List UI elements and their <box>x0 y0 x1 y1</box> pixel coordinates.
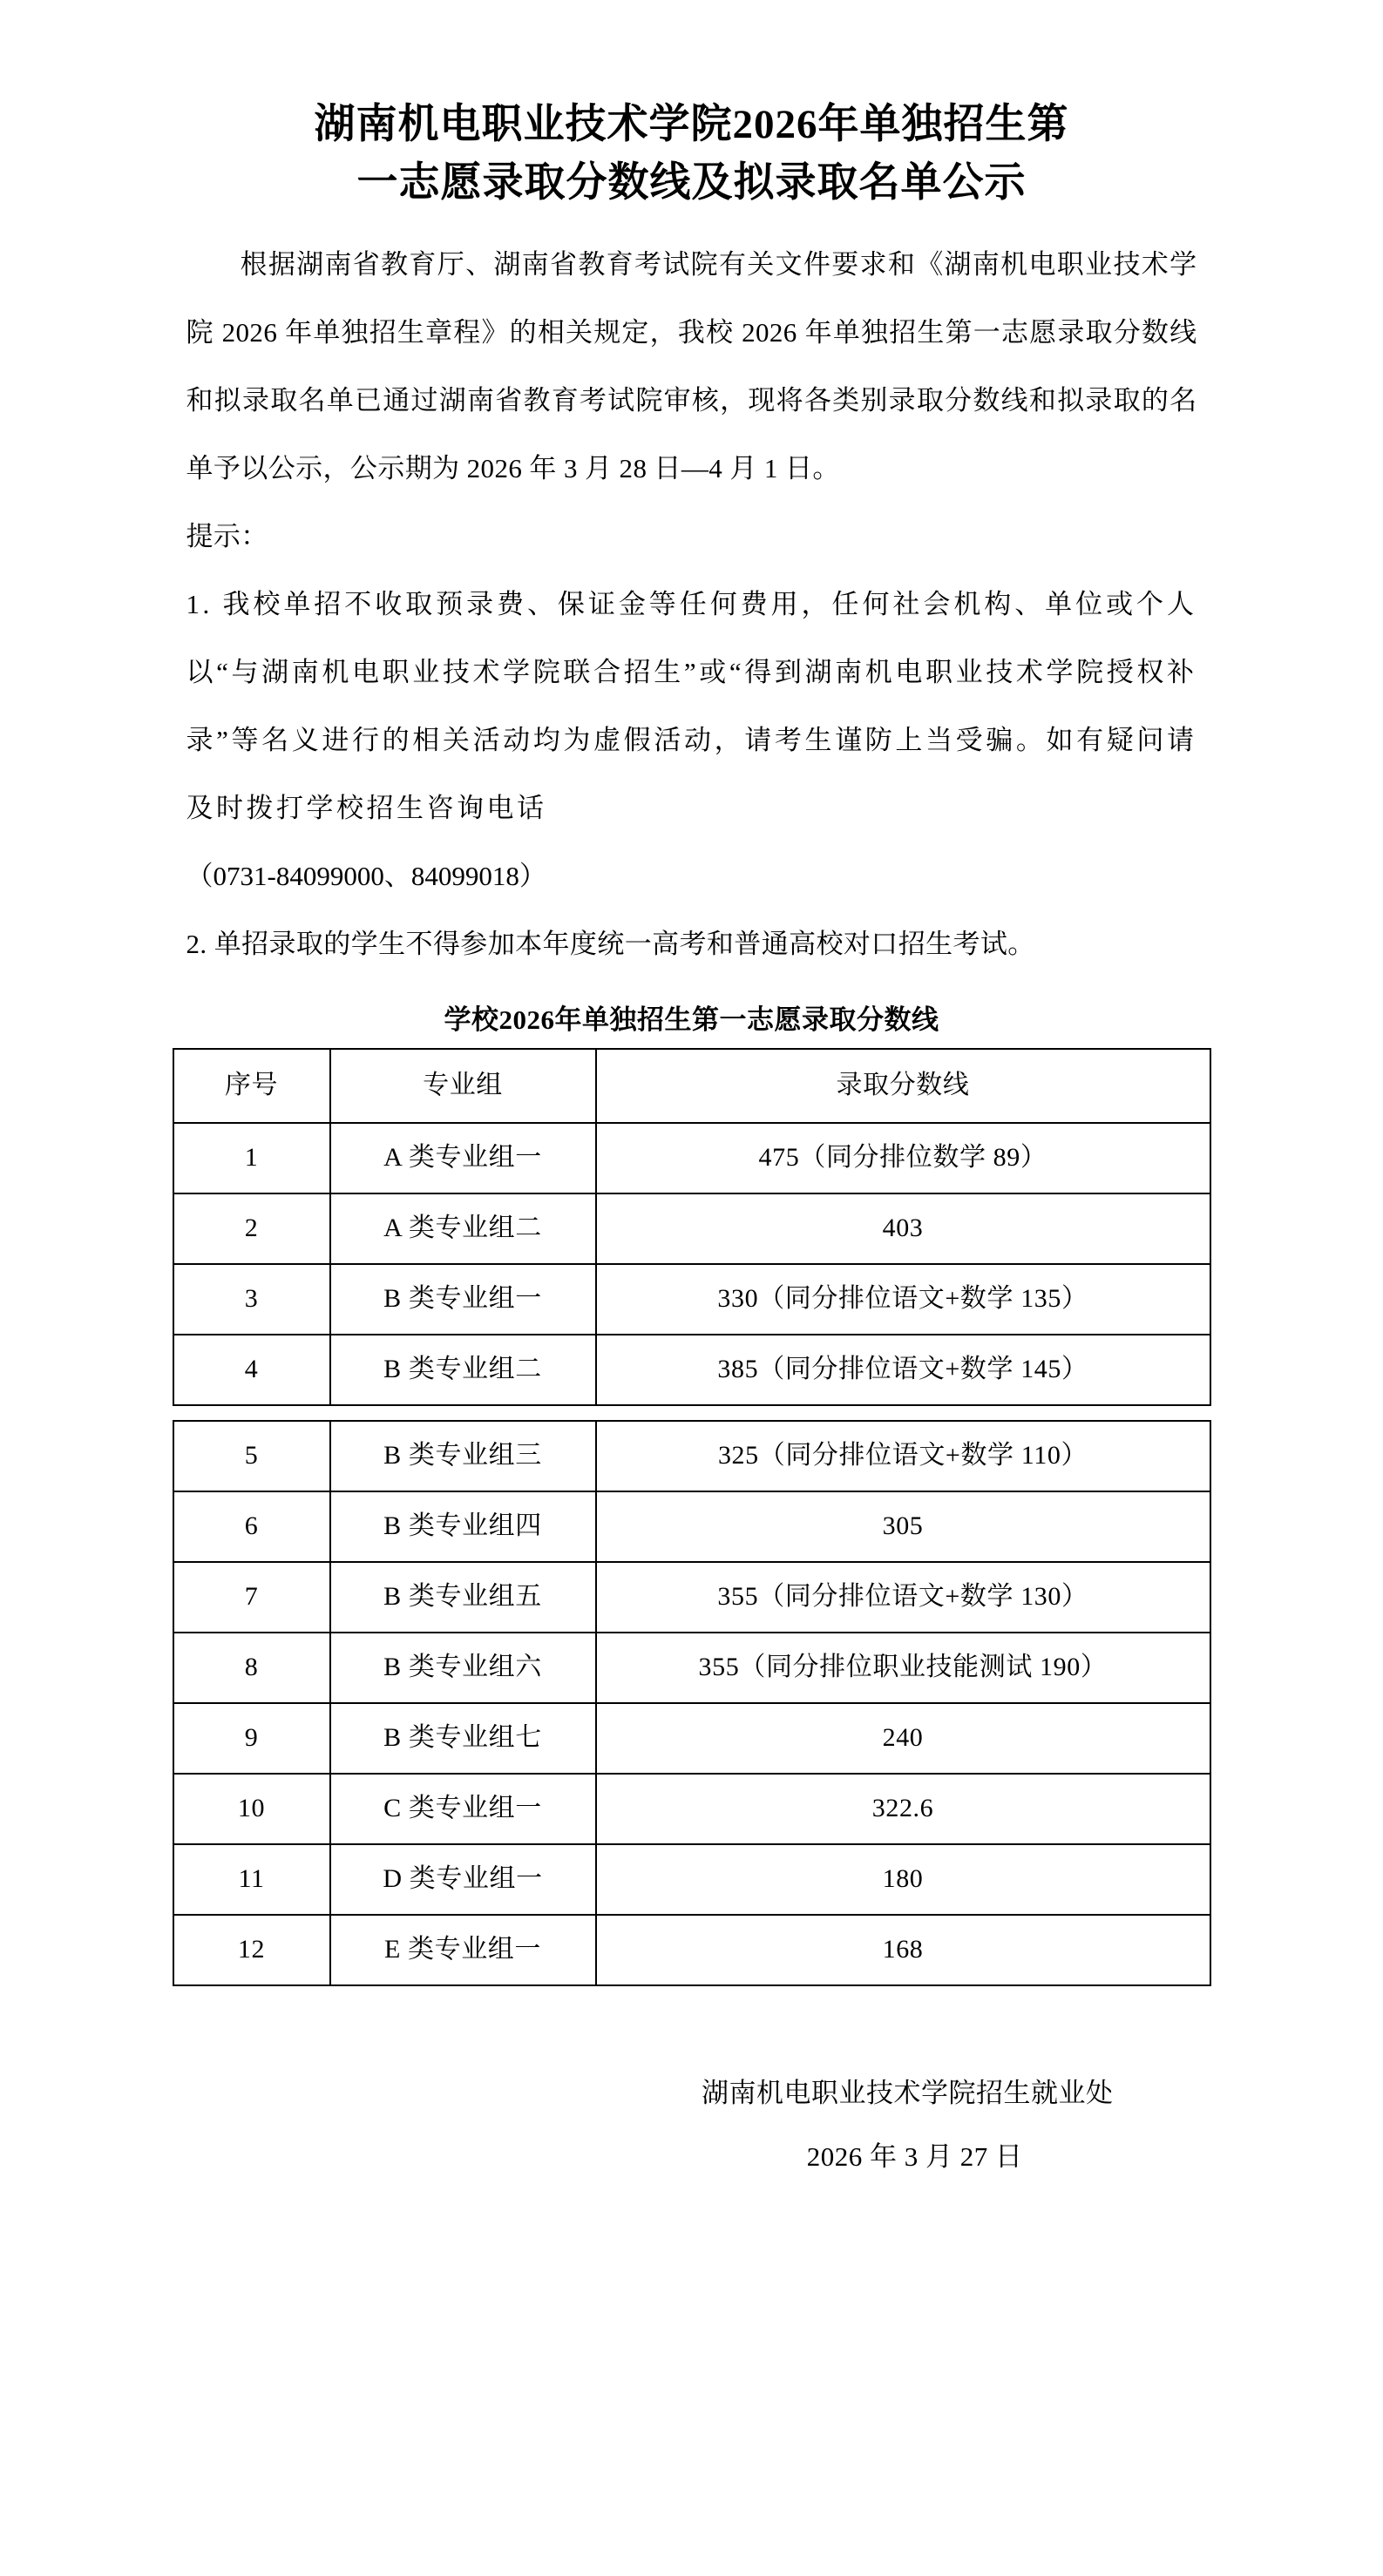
paragraph-tip-1: 1. 我校单招不收取预录费、保证金等任何费用，任何社会机构、单位或个人以“与湖南机电职业技术学院联合招生”或“得到湖南机电职业技术学院授权补录”等名义进行的相关活动均为虚假活动，请考生谨防上当受骗。如有疑问请及时拨打学校招生咨询电话 <box>186 589 1197 824</box>
cell-no: 4 <box>173 1335 330 1405</box>
table-row <box>173 1562 1210 1633</box>
cell-no: 1 <box>173 1123 330 1193</box>
score-table-caption: 学校2026年单独招生第一志愿录取分数线 <box>444 1004 939 1036</box>
cell-no: 5 <box>173 1421 330 1491</box>
table-row <box>173 1633 1210 1703</box>
cell-group: B 类专业组六 <box>330 1633 596 1703</box>
body-text <box>186 212 1197 978</box>
table-row <box>173 1123 1210 1193</box>
table-row <box>173 1915 1210 1985</box>
cell-score: 475（同分排位数学 89） <box>596 1123 1210 1193</box>
document-footer <box>186 1986 1197 2188</box>
cell-no: 9 <box>173 1703 330 1774</box>
paragraph-intro: 根据湖南省教育厅、湖南省教育考试院有关文件要求和《湖南机电职业技术学院 2026 年单独招生章程》的相关规定，我校 2026 年单独招生第一志愿录取分数线和拟录取名单已通过湖南省教育考试院审核，现将各类别录取分数线和拟录取的名单予以公示，公示期为 2026 年 3 月 28 日—4 月 1 日。 <box>186 249 1197 484</box>
cell-no: 10 <box>173 1774 330 1844</box>
score-table-body-part-2 <box>173 1421 1210 1985</box>
cell-no: 8 <box>173 1633 330 1703</box>
paragraph-tips-label: 提示： <box>186 521 268 552</box>
title-line-2: 一志愿录取分数线及拟录取名单公示 <box>356 159 1027 206</box>
cell-score: 385（同分排位语文+数学 145） <box>596 1335 1210 1405</box>
cell-group: B 类专业组四 <box>330 1491 596 1562</box>
cell-score: 355（同分排位语文+数学 130） <box>596 1562 1210 1633</box>
cell-score: 330（同分排位语文+数学 135） <box>596 1264 1210 1335</box>
cell-group: B 类专业组五 <box>330 1562 596 1633</box>
table-row <box>173 1703 1210 1774</box>
cell-score: 305 <box>596 1491 1210 1562</box>
cell-group: A 类专业组一 <box>330 1123 596 1193</box>
cell-group: B 类专业组二 <box>330 1335 596 1405</box>
cell-no: 2 <box>173 1193 330 1264</box>
footer-date: 2026 年 3 月 27 日 <box>806 2140 1023 2172</box>
page-title <box>0 0 1383 212</box>
cell-no: 7 <box>173 1562 330 1633</box>
score-table-head <box>173 1049 1210 1123</box>
column-header-no: 序号 <box>173 1049 330 1123</box>
column-header-group: 专业组 <box>330 1049 596 1123</box>
footer-signature: 湖南机电职业技术学院招生就业处 <box>702 2077 1114 2108</box>
column-header-score: 录取分数线 <box>596 1049 1210 1123</box>
cell-group: A 类专业组二 <box>330 1193 596 1264</box>
cell-no: 11 <box>173 1844 330 1915</box>
cell-no: 6 <box>173 1491 330 1562</box>
table-row <box>173 1844 1210 1915</box>
paragraph-phone: （0731-84099000、84099018） <box>186 861 546 892</box>
paragraph-tip-2: 2. 单招录取的学生不得参加本年度统一高考和普通高校对口招生考试。 <box>186 929 1035 960</box>
table-row <box>173 1491 1210 1562</box>
score-table-part-1 <box>173 1048 1211 1406</box>
cell-score: 355（同分排位职业技能测试 190） <box>596 1633 1210 1703</box>
cell-group: D 类专业组一 <box>330 1844 596 1915</box>
cell-group: B 类专业组一 <box>330 1264 596 1335</box>
cell-group: B 类专业组三 <box>330 1421 596 1491</box>
table-row <box>173 1335 1210 1405</box>
cell-score: 403 <box>596 1193 1210 1264</box>
cell-score: 325（同分排位语文+数学 110） <box>596 1421 1210 1491</box>
table-row <box>173 1264 1210 1335</box>
table-row <box>173 1421 1210 1491</box>
cell-group: C 类专业组一 <box>330 1774 596 1844</box>
table-row <box>173 1774 1210 1844</box>
cell-score: 168 <box>596 1915 1210 1985</box>
cell-score: 180 <box>596 1844 1210 1915</box>
score-table-body-part-1 <box>173 1123 1210 1405</box>
cell-no: 12 <box>173 1915 330 1985</box>
cell-group: E 类专业组一 <box>330 1915 596 1985</box>
cell-score: 322.6 <box>596 1774 1210 1844</box>
cell-no: 3 <box>173 1264 330 1335</box>
cell-group: B 类专业组七 <box>330 1703 596 1774</box>
score-table-part-2 <box>173 1420 1211 1986</box>
table-section-gap <box>0 1406 1383 1420</box>
cell-score: 240 <box>596 1703 1210 1774</box>
table-row <box>173 1193 1210 1264</box>
title-line-1: 湖南机电职业技术学院2026年单独招生第 <box>314 102 1069 147</box>
table-header-row <box>173 1049 1210 1123</box>
